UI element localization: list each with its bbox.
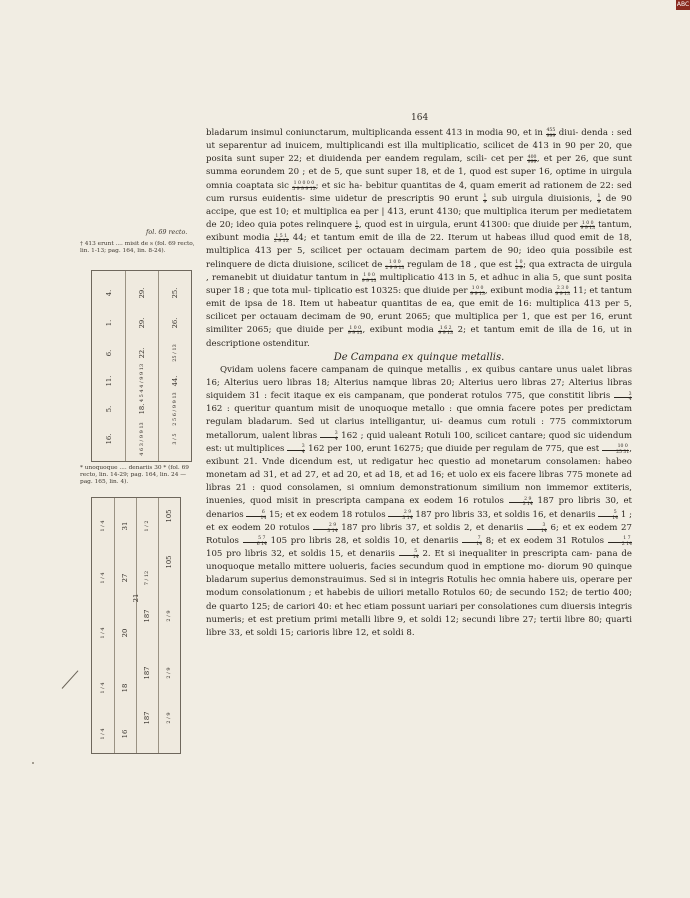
table-cell: 7 / 12: [144, 570, 150, 586]
margin-folio-note: fol. 69 recto.: [146, 228, 188, 236]
fraction: $\frac{1 0 0}{9 9 13}$: [361, 273, 377, 284]
table-cell: 1 / 2: [144, 520, 150, 532]
fraction: $\frac{5}{14}$: [399, 550, 419, 560]
margin-note-2: * unoquoque .... denariis 30 * (fol. 69 recto, lin. 14-29; pag. 164, lin. 24 — pag. 165, lin. 4).: [80, 465, 189, 486]
table-cell: 5.: [105, 405, 113, 413]
fraction: $\frac{1 6 2}{9 9 13}$: [438, 325, 454, 337]
corner-mark: ABC: [676, 1, 690, 8]
table-cell: 31: [121, 521, 129, 531]
fraction: $\frac{1 0 0 0 0}{5 9 9 9 13}$: [292, 181, 316, 192]
table-cell: 6.: [105, 349, 113, 357]
table-cell: 27: [121, 573, 129, 583]
table-cell: 187: [143, 609, 151, 623]
table-cell: 18: [121, 683, 129, 693]
fraction: $\frac{1 0}{2 9}$: [515, 259, 523, 271]
fraction: $\frac{400}{999}$: [527, 154, 537, 166]
margin-pen-stroke: [62, 670, 79, 689]
fraction: $\frac{1}{9}$: [483, 194, 487, 205]
table-cell: 2 / 9: [166, 712, 172, 724]
table-cell: 16: [121, 729, 129, 739]
fraction: $\frac{5 7}{6 14}$: [243, 537, 267, 547]
fraction: $\frac{1 7}{2 14}$: [608, 537, 632, 547]
page-number: 164: [411, 113, 429, 123]
table-cell: 4.: [105, 289, 113, 297]
margin-table-metals: [91, 497, 181, 754]
table-cell: 3 / 5: [172, 433, 178, 445]
fraction: $\frac{6}{14}$: [246, 511, 266, 521]
fraction: $\frac{455}{999}$: [546, 128, 556, 139]
table-cell: 25.: [171, 287, 179, 299]
table-cell: 16.: [105, 433, 113, 445]
margin-note-1: † 413 erunt .... misit de s (fol. 69 recto, lin. 1-13; pag. 164, lin. 8-24).: [80, 241, 195, 255]
table-cell: 4 6 3 / 9 9 13: [139, 422, 145, 456]
table-cell: 21: [132, 593, 140, 603]
table-cell: 18.: [138, 403, 146, 415]
paragraph-bell: Qvidam uolens facere campanam de quinque metallis , ex quibus cantare unus ualet libras 16; Alterius uero libras 18; Alterius namque libras 20; Alterius uero libras 27; Alterius libras siquidem 31 : fecit itaque ex eis campanam, que ponderat rotulos 775, que constitit libris $\frac{3}{4}$ 162 : queritur quantum misit de unoquoque metallo : que omnia facere potes per predictam regulam bladarum. Sed ut clarius intelligantur, ui- deamus cum rotuli : 775 commixtorum metallorum, ualent libras $\frac{3}{4}$ 162 ; quid ualeant Rotuli 100, scilicet cantare; quod sic uidendum est: ut multiplices $\frac{3}{4}$ 162 per 100, erunt 16275; que diuide per regulam de 775, que est $\frac{10 0}{25 31}$ , exibunt 21. Vnde dicendum est, ut redigatur hec questio ad monetarum consolamen: habeo monetam ad 31, et ad 27, et ad 20, et ad 18, et ad 16; et uolo ex eis facere libras 775 monete ad libras 21 : quod consolamen, si omnium demonstrationum similium non immemor extiteris, inuenies, quod misit in prescripta campana ex eodem 16 rotulos $\frac{2 9}{3 14}$ 187 pro libris 30, et denarios $\frac{6}{14}$ 15; et ex eodem 18 rotulos $\frac{2 9}{3 14}$ 187 pro libris 33, et soldis 16, et denariis $\frac{5}{14}$ 1 ; et ex eodem 20 rotulos $\frac{2 9}{3 14}$ 187 pro libris 37, et soldis 2, et denariis $\frac{3}{14}$ 6; et ex eodem 27 Rotulos $\frac{5 7}{6 14}$ 105 pro libris 28, et soldis 10, et denariis $\frac{7}{14}$ 8; et ex eodem 31 Rotulos $\frac{1 7}{2 14}$ 105 pro libris 32, et soldis 15, et denariis $\frac{5}{14}$ 2. Et si inequaliter in prescripta cam- pana de unoquoque metallo mittere uolueris, facies secundum quod in emptione mo- diorum 90 quinque bladarum superius demonstrauimus. Sed si in integris Rotulis hec omnia habere uis, operare per modum consolationum ; et habebis de uiliori metallo Rotulos 60; de secundo 152; de tertio 400; de quarto 125; de cariori 40: et hec etiam possunt uariari per consolationes cum diuersis integris numeris; et est pretium primi metalli libre 9, et soldi 12; secundi libre 27; tertii libre 80; quarti libre 33, et soldi 15; carioris libre 12, et soldi 8.: [206, 364, 633, 638]
table-cell: 1 / 4: [100, 682, 106, 694]
fraction: $\frac{3}{14}$: [527, 524, 547, 534]
fraction: $\frac{5}{14}$: [598, 511, 618, 521]
table-cell: 26.: [171, 317, 179, 329]
table-cell: 44.: [171, 375, 179, 387]
table-cell: 1 / 4: [100, 520, 106, 532]
fraction: $\frac{10 0}{25 31}$: [602, 445, 629, 455]
fraction: $\frac{7}{14}$: [462, 537, 482, 547]
table-divider: [136, 498, 137, 753]
table-cell: 1.: [105, 319, 113, 327]
table-cell: 25 / 13: [172, 344, 178, 362]
table-divider: [158, 498, 159, 753]
margin-table-grain: [91, 270, 192, 462]
main-text: [206, 127, 632, 640]
table-cell: 105: [165, 555, 173, 569]
table-cell: 11.: [105, 375, 113, 387]
fraction: $\frac{1 5 1}{2 9 13}$: [273, 233, 289, 245]
section-heading: De Campana ex quinque metallis.: [333, 351, 505, 363]
fraction: $\frac{1 0 0}{9 9 13}$: [470, 286, 485, 297]
table-divider: [158, 271, 159, 461]
table-cell: 22.: [138, 347, 146, 359]
table-cell: 187: [143, 711, 151, 725]
fraction: $\frac{3}{4}$: [287, 445, 305, 455]
table-cell: 2 5 6 / 9 9 13: [172, 392, 178, 426]
table-cell: 29.: [138, 287, 146, 299]
table-divider: [125, 271, 126, 461]
table-cell: 1 / 4: [100, 572, 106, 584]
fraction: $\frac{2 9}{3 14}$: [313, 524, 337, 534]
fraction: $\frac{1}{9}$: [597, 194, 601, 205]
table-cell: 187: [143, 666, 151, 680]
fraction: $\frac{2 3 0}{9 9 13}$: [555, 286, 571, 297]
table-cell: 1 / 4: [100, 627, 106, 639]
fraction: $\frac{2 9}{3 14}$: [509, 498, 533, 508]
table-cell: 20: [121, 628, 129, 638]
table-cell: 1 / 4: [100, 728, 106, 740]
margin-ink-dot: [32, 762, 34, 764]
fraction: $\frac{1 0 0}{9 9 13}$: [347, 325, 363, 337]
table-cell: 29.: [138, 317, 146, 329]
table-cell: 2 / 9: [166, 610, 172, 622]
table-divider: [114, 498, 115, 753]
table-cell: 105: [165, 509, 173, 523]
fraction: $\frac{3}{4}$: [614, 393, 632, 403]
fraction: $\frac{2 9}{3 14}$: [388, 511, 412, 521]
fraction: $\frac{1 0 0}{9 9 13}$: [580, 220, 596, 232]
paragraph-grain: bladarum insimul coniunctarum, multiplicanda essent 413 in modia 90, et in $\frac{455}{999}$ diui- denda : sed ut separentur ad inuicem, multiplicandi est illa multiplicatio, scilicet de 413 in 90 per 20, que posita sunt super 22; et diuidenda per eandem regulam, scili- cet per $\frac{400}{999}$ , et per 26, que sunt summa eorundem 20 ; et de 5, que sunt super 18, et de 1, quod est super 16, optime in uirgula omnia coaptata sic $\frac{1 0 0 0 0}{5 9 9 9 13}$ ; et sic ha- bebitur quantitas de 4, quam emerit ad rationem de 22: sed cum rursus euidentis- sime uidetur de prescriptis 90 erunt $\frac{1}{9}$ sub uirgula diuisionis, $\frac{1}{9}$ de 90 accipe, que est 10; et multiplica ea per | 413, erunt 4130; que multiplica iterum per medietatem de 20; ideo quia potes relinquere $\frac{1}{2}$ , quod est in uirgula, erunt 41300: que diuide per $\frac{1 0 0}{9 9 13}$ tantum, exibunt modia $\frac{1 5 1}{2 9 13}$ 44; et tantum emit de illa de 22. Iterum ut habeas illud quod emit de 18, multiplica 413 per 5, scilicet per octauam decimam partem de 90; ideo quia possibile est relinquere de dicta diuisione, scilicet de $\frac{1 0 0}{2 9 9 13}$ regulam de 18 , que est $\frac{1 0}{2 9}$ ; qua extracta de uirgula , remanebit ut diuidatur tantum in $\frac{1 0 0}{9 9 13}$ multiplicatio 413 in 5, et adhuc in alia 5, que sunt posita super 18 ; que tota mul- tiplicatio est 10325: que diuide per $\frac{1 0 0}{9 9 13}$ , exibunt modia $\frac{2 3 0}{9 9 13}$ 11; et tantum emit de ipsa de 18. Item ut habeatur quantitas de ea, que emit de 16: multiplica 413 per 5, scilicet per octauam decimam de 90, erunt 2065; que multiplica per 1, que est per 16, erunt similiter 2065; que diuide per $\frac{1 0 0}{9 9 13}$ , exibunt modia $\frac{1 6 2}{9 9 13}$ 2; et tantum emit de illa de 16, ut in descriptione ostenditur.: [206, 128, 633, 349]
table-cell: 4 5 4 4 / 9 9 13: [139, 363, 145, 403]
fraction: $\frac{1}{2}$: [355, 220, 359, 232]
fraction: $\frac{3}{4}$: [320, 432, 338, 442]
fraction: $\frac{1 0 0}{2 9 9 13}$: [385, 259, 405, 271]
table-cell: 2 / 9: [166, 667, 172, 679]
